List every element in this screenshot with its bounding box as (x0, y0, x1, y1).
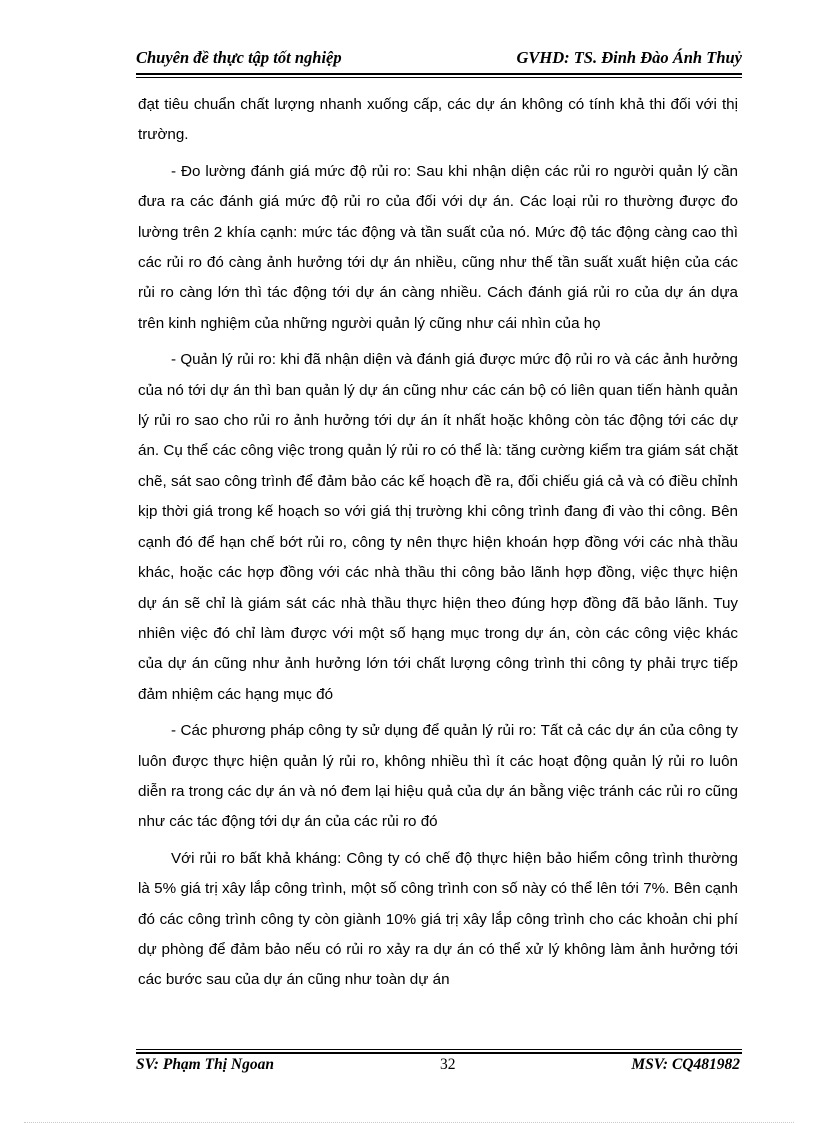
page-body (138, 90, 738, 1002)
footer-student-name: SV: Phạm Thị Ngoan (136, 1056, 274, 1073)
header-thesis-title: Chuyên đề thực tập tốt nghiệp (136, 48, 342, 67)
paragraph: - Các phương pháp công ty sử dụng để quản lý rủi ro: Tất cả các dự án của công ty luôn được thực hiện quản lý rủi ro, không nhiều thì ít các hoạt động quản lý rủi ro luôn diễn ra trong các dự án và nó đem lại hiệu quả của dự án bằng việc tránh các rủi ro cũng như các tác động tới dự án của các rủi ro đó (138, 722, 738, 831)
footer-rule (136, 1052, 742, 1054)
page-header (136, 46, 742, 72)
paragraph: - Quản lý rủi ro: khi đã nhận diện và đánh giá được mức độ rủi ro và các ảnh hưởng của nó tới dự án thì ban quản lý dự án cũng như các cán bộ có liên quan tiến hành quản lý rủi ro sao cho rủi ro ảnh hưởng tới dự án ít nhất hoặc không còn tác động tới các dự án. Cụ thể các công việc trong quản lý rủi ro có thể là: tăng cường kiểm tra giám sát chặt chẽ, sát sao công trình để đảm bảo các kế hoạch đề ra, đối chiếu giá cả và có điều chỉnh kịp thời giá trong kế hoạch so với giá thị trường khi công trình đang đi vào thi công. Bên cạnh đó để hạn chế bớt rủi ro, công ty nên thực hiện khoán hợp đồng với các nhà thầu khác, hoặc các hợp đồng với các nhà thầu thi công bảo lãnh hợp đồng, việc thực hiện dự án sẽ chỉ là giám sát các nhà thầu thực hiện theo đúng hợp đồng đã bảo lãnh. Tuy nhiên việc đó chỉ làm được với một số hạng mục trong dự án, còn các công việc khác của dự án cũng như ảnh hưởng lớn tới chất lượng công trình thi công ty phải trực tiếp đảm nhiệm các hạng mục đó (138, 351, 738, 703)
header-advisor: GVHD: TS. Đinh Đào Ánh Thuỷ (516, 48, 742, 67)
page-number: 32 (440, 1056, 456, 1073)
footer-rule-thin (136, 1049, 742, 1050)
header-rule-thin (136, 77, 742, 78)
paragraph: - Đo lường đánh giá mức độ rủi ro: Sau khi nhận diện các rủi ro người quản lý cần đưa ra các đánh giá mức độ rủi ro của đối với dự án. Các loại rủi ro thường được đo lường trên 2 khía cạnh: mức tác động và tần suất của nó. Mức độ tác động càng cao thì các rủi ro đó càng ảnh hưởng tới dự án nhiều, cũng như thế tần suất xuất hiện của các rủi ro càng lớn thì tác động tới dự án càng nhiều. Cách đánh giá rủi ro của dự án dựa trên kinh nghiệm của những người quản lý cũng như cái nhìn của họ (138, 162, 738, 332)
footer-student-id: MSV: CQ481982 (631, 1056, 740, 1073)
paragraph: đạt tiêu chuẩn chất lượng nhanh xuống cấp, các dự án không có tính khả thi đối với thị trường. (138, 96, 738, 144)
header-rule (136, 73, 742, 75)
paragraph: Với rủi ro bất khả kháng: Công ty có chế độ thực hiện bảo hiểm công trình thường là 5% giá trị xây lắp công trình, một số công trình con số này có thể lên tới 7%. Bên cạnh đó các công trình công ty còn giành 10% giá trị xây lắp công trình cho các khoản chi phí dự phòng để đảm bảo nếu có rủi ro xảy ra dự án có thể xử lý không làm ảnh hưởng tới các bước sau của dự án cũng như toàn dự án (138, 849, 738, 989)
page-footer (136, 1056, 742, 1080)
